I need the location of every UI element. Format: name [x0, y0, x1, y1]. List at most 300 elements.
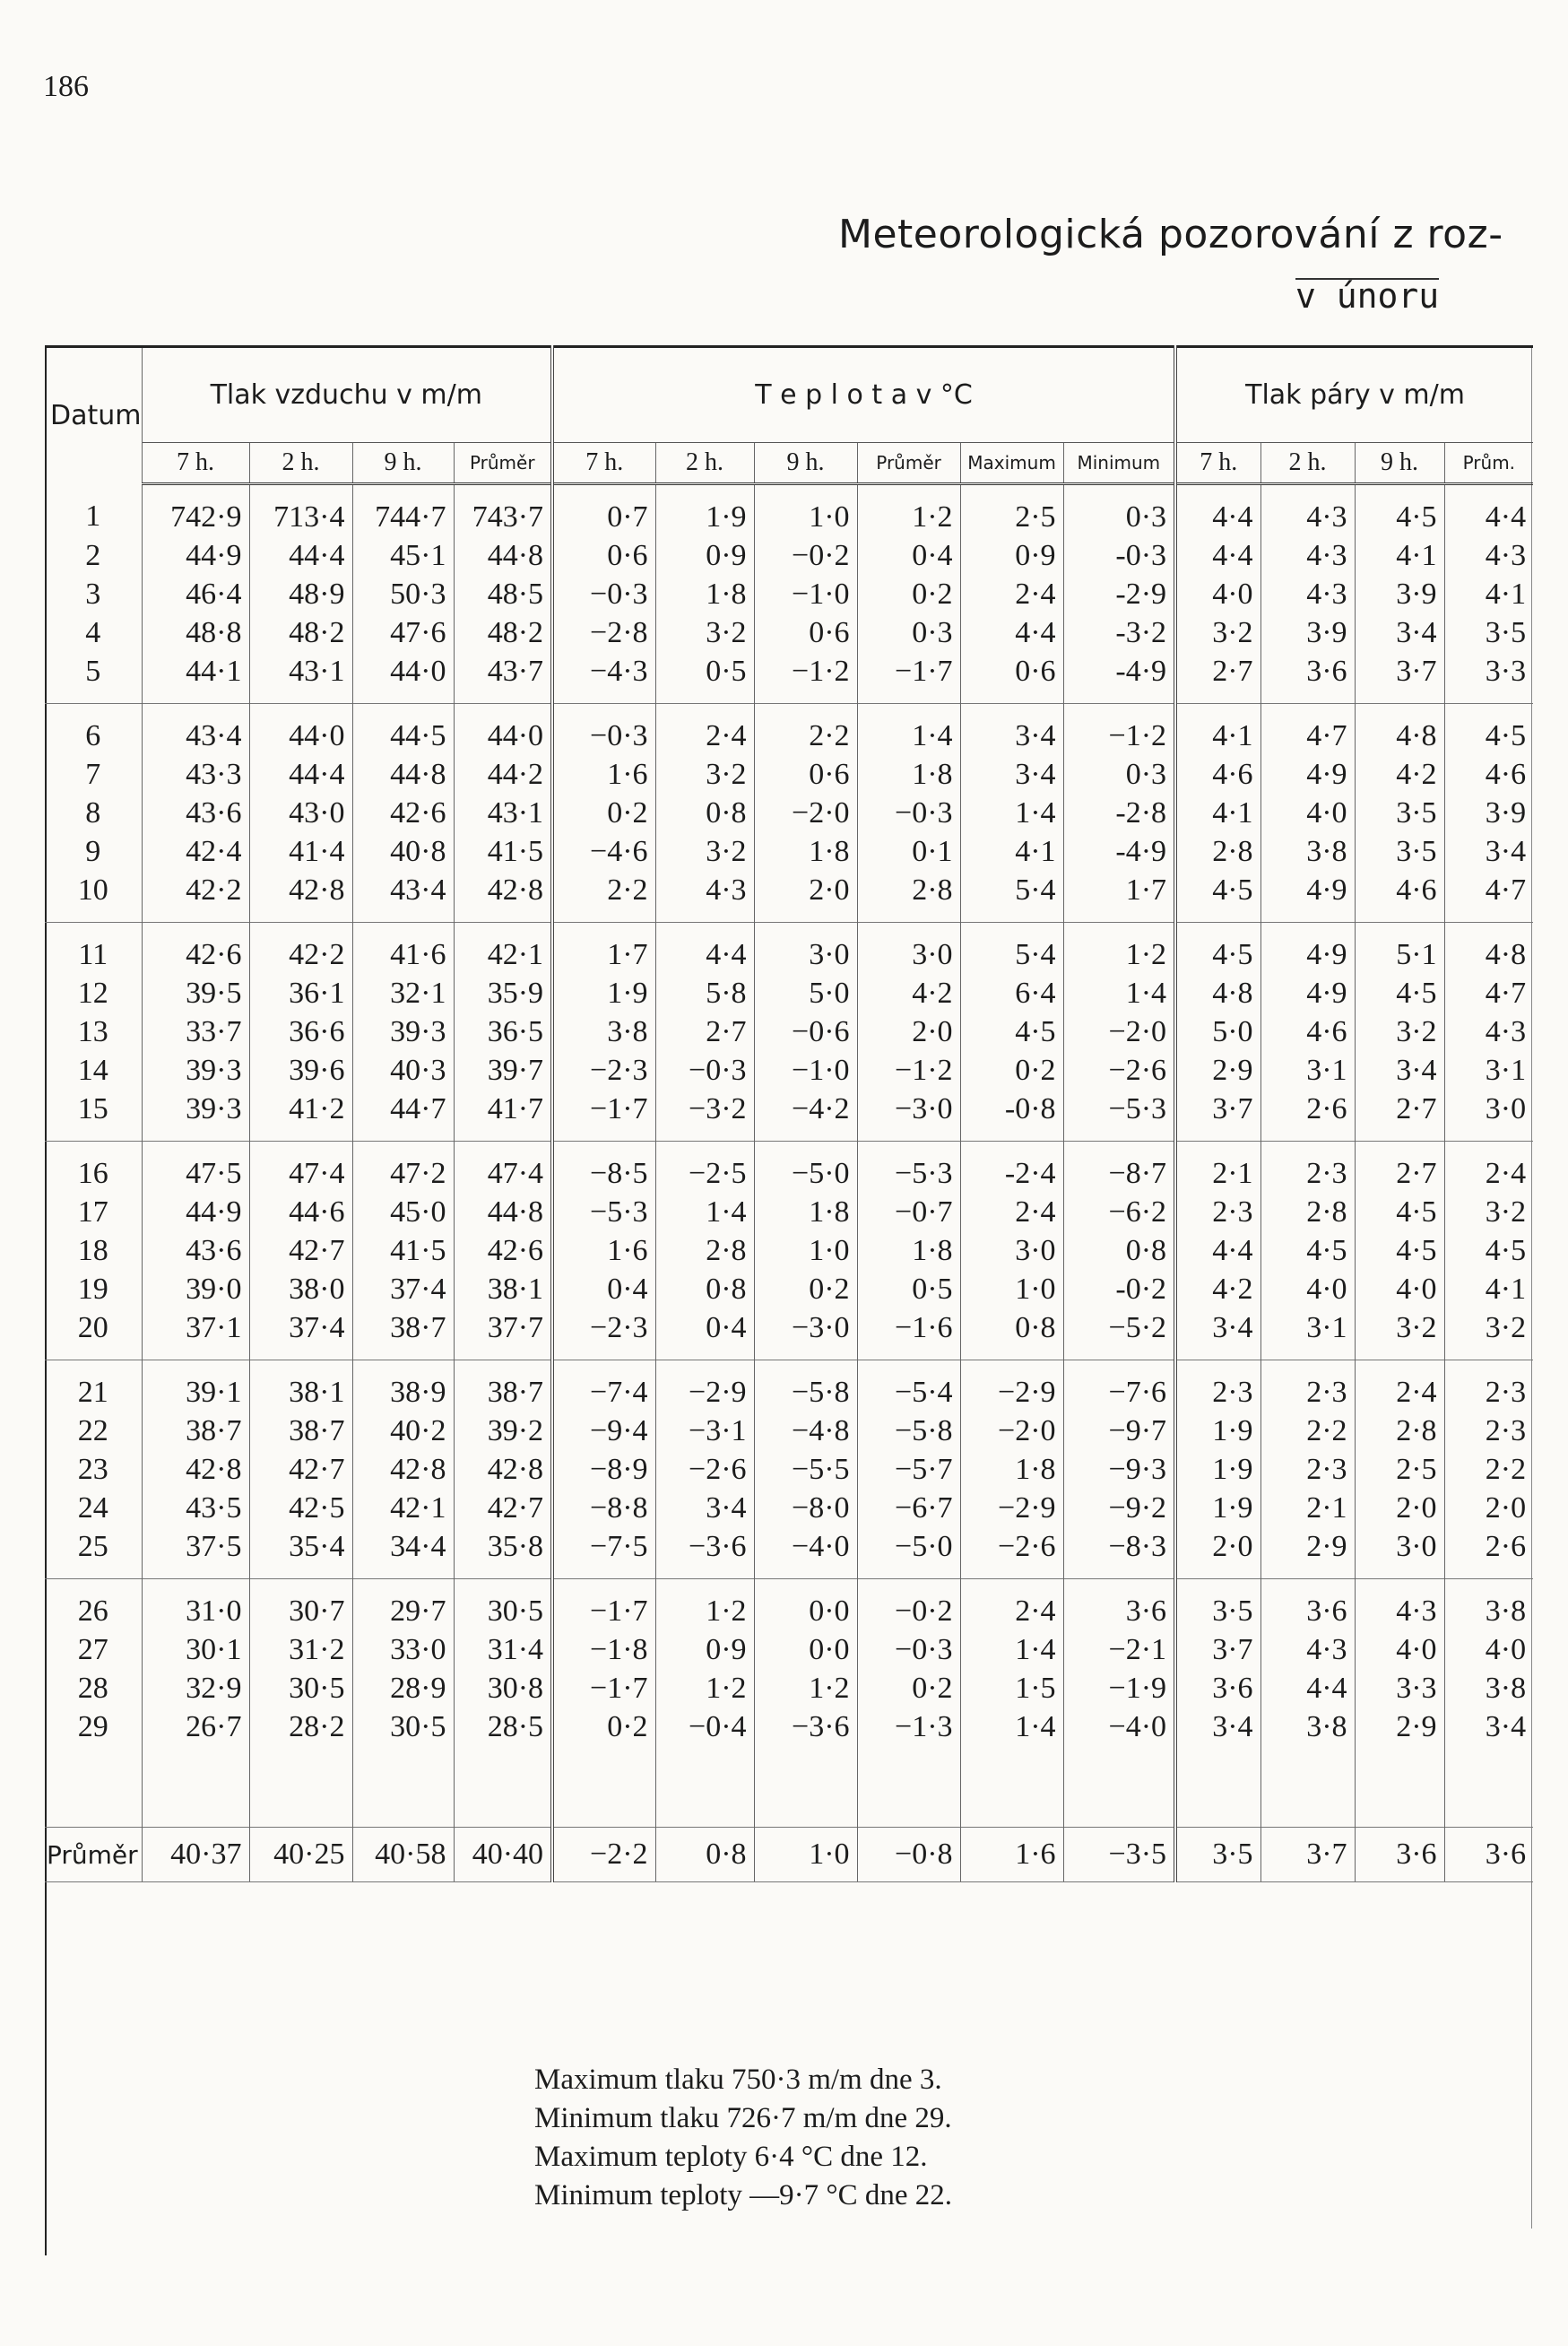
- table-cell: 3·6: [1355, 1828, 1444, 1882]
- table-cell: 0·3: [1063, 484, 1175, 537]
- table-cell: 4·4: [1444, 484, 1533, 537]
- table-cell: 2·2: [552, 871, 655, 923]
- table-cell: 33·0: [352, 1630, 454, 1669]
- table-cell: 3·6: [1175, 1669, 1260, 1707]
- table-cell: 5·8: [655, 974, 754, 1012]
- date-cell: 1: [85, 499, 101, 533]
- date-cell: 6: [85, 718, 101, 752]
- table-cell: 3·8: [1444, 1669, 1533, 1707]
- table-cell: 4·1: [1175, 704, 1260, 756]
- table-cell: 2·5: [1355, 1450, 1444, 1489]
- table-cell: 4·4: [960, 613, 1063, 652]
- table-cell: 3·6: [1260, 1579, 1355, 1631]
- table-cell: 2·3: [1175, 1360, 1260, 1412]
- date-cell: 11: [78, 937, 108, 971]
- table-cell: 4·6: [1175, 755, 1260, 794]
- table-cell: 1·0: [754, 1231, 857, 1270]
- table-cell: 31·4: [454, 1630, 552, 1669]
- table-cell: 43·6: [142, 1231, 249, 1270]
- table-cell: 44·8: [352, 755, 454, 794]
- table-cell: −4·2: [754, 1090, 857, 1142]
- table-cell: 1·8: [655, 575, 754, 613]
- table-row: [45, 1270, 1533, 1308]
- table-cell: 48·2: [454, 613, 552, 652]
- table-cell: 4·5: [1355, 1193, 1444, 1231]
- table-cell: 2·2: [1260, 1412, 1355, 1450]
- row-group: [45, 704, 1533, 923]
- table-cell: 42·8: [352, 1450, 454, 1489]
- date-cell: 19: [77, 1272, 108, 1306]
- col-header: 2 h.: [655, 443, 754, 484]
- table-row: [45, 1142, 1533, 1194]
- table-cell: 2·9: [1260, 1527, 1355, 1579]
- table-cell: 32·1: [352, 974, 454, 1012]
- table-cell: -0·3: [1063, 536, 1175, 575]
- row-group: [45, 923, 1533, 1142]
- table-cell: 48·5: [454, 575, 552, 613]
- table-cell: 47·4: [249, 1142, 352, 1194]
- table-cell: 2·3: [1444, 1412, 1533, 1450]
- table-cell: 4·9: [1260, 871, 1355, 923]
- table-cell: 2·3: [1444, 1360, 1533, 1412]
- table-cell: 2·8: [857, 871, 960, 923]
- table-cell: 3·6: [1260, 652, 1355, 704]
- table-cell: 3·5: [1355, 832, 1444, 871]
- table-cell: −2·3: [552, 1051, 655, 1090]
- table-cell: 4·0: [1260, 794, 1355, 832]
- table-cell: 41·7: [454, 1090, 552, 1142]
- table-cell: −4·3: [552, 652, 655, 704]
- table-cell: 4·0: [1260, 1270, 1355, 1308]
- table-cell: 35·9: [454, 974, 552, 1012]
- table-cell: −5·0: [754, 1142, 857, 1194]
- table-cell: 44·4: [249, 536, 352, 575]
- table-cell: 1·9: [552, 974, 655, 1012]
- table-cell: 3·4: [655, 1489, 754, 1527]
- table-cell: 6·4: [960, 974, 1063, 1012]
- table-cell: 2·3: [1260, 1450, 1355, 1489]
- table-cell: 0·5: [655, 652, 754, 704]
- table-cell: 0·2: [857, 575, 960, 613]
- col-header: 2 h.: [249, 443, 352, 484]
- table-cell: 48·2: [249, 613, 352, 652]
- table-cell: −0·2: [857, 1579, 960, 1631]
- table-row: [45, 755, 1533, 794]
- table-cell: 3·6: [1444, 1828, 1533, 1882]
- table-cell: -4·9: [1063, 652, 1175, 704]
- table-cell: 1·2: [655, 1579, 754, 1631]
- table-cell: 0·6: [754, 755, 857, 794]
- table-cell: −3·0: [754, 1308, 857, 1360]
- table-cell: 38·7: [352, 1308, 454, 1360]
- table-cell: −0·4: [655, 1707, 754, 1828]
- table-cell: 40·58: [352, 1828, 454, 1882]
- table-cell: −5·2: [1063, 1308, 1175, 1360]
- table-cell: 44·0: [249, 704, 352, 756]
- table-cell: 3·4: [960, 755, 1063, 794]
- table-cell: 4·9: [1260, 974, 1355, 1012]
- table-cell: 43·5: [142, 1489, 249, 1527]
- table-cell: −1·2: [1063, 704, 1175, 756]
- table-cell: 28·2: [249, 1707, 352, 1828]
- table-cell: 5·4: [960, 923, 1063, 975]
- table-cell: −2·6: [960, 1527, 1063, 1579]
- table-cell: 3·7: [1175, 1090, 1260, 1142]
- table-cell: 0·9: [655, 1630, 754, 1669]
- table-cell: 4·6: [1260, 1012, 1355, 1051]
- table-cell: −1·0: [754, 1051, 857, 1090]
- table-cell: 41·2: [249, 1090, 352, 1142]
- average-row-group: [45, 1828, 1533, 1882]
- table-cell: 1·8: [754, 832, 857, 871]
- table-cell: 4·8: [1355, 704, 1444, 756]
- table-cell: 3·2: [1355, 1308, 1444, 1360]
- table-row: [45, 1489, 1533, 1527]
- table-row: [45, 1669, 1533, 1707]
- table-cell: 39·2: [454, 1412, 552, 1450]
- datum-header: Datum: [45, 347, 142, 484]
- col-header: Průměr: [454, 443, 552, 484]
- table-cell: 38·7: [249, 1412, 352, 1450]
- table-cell: 30·5: [454, 1579, 552, 1631]
- table-cell: −2·6: [1063, 1051, 1175, 1090]
- table-cell: 0·6: [960, 652, 1063, 704]
- table-cell: −1·2: [754, 652, 857, 704]
- table-cell: 4·5: [1355, 1231, 1444, 1270]
- table-row: [45, 974, 1533, 1012]
- table-cell: 4·9: [1260, 755, 1355, 794]
- table-row: [45, 536, 1533, 575]
- table-cell: −5·0: [857, 1527, 960, 1579]
- table-cell: 44·8: [454, 1193, 552, 1231]
- table-cell: 47·4: [454, 1142, 552, 1194]
- table-cell: 3·7: [1355, 652, 1444, 704]
- table-cell: 42·7: [249, 1231, 352, 1270]
- table-cell: 40·25: [249, 1828, 352, 1882]
- table-cell: −5·4: [857, 1360, 960, 1412]
- table-cell: 39·3: [142, 1051, 249, 1090]
- table-cell: 36·6: [249, 1012, 352, 1051]
- table-cell: 744·7: [352, 484, 454, 537]
- table-cell: 0·0: [754, 1630, 857, 1669]
- table-cell: 743·7: [454, 484, 552, 537]
- date-cell: 29: [77, 1709, 108, 1743]
- temperature-group-header: T e p l o t a v °C: [552, 347, 1175, 443]
- table-cell: 44·9: [142, 1193, 249, 1231]
- table-cell: 44·7: [352, 1090, 454, 1142]
- table-cell: 3·8: [1444, 1579, 1533, 1631]
- table-cell: 4·7: [1260, 704, 1355, 756]
- date-cell: 12: [77, 976, 108, 1010]
- table-cell: 29·7: [352, 1579, 454, 1631]
- date-cell: 3: [85, 577, 101, 611]
- table-cell: 2·7: [1355, 1142, 1444, 1194]
- table-cell: −1·7: [552, 1090, 655, 1142]
- table-cell: 4·1: [1175, 794, 1260, 832]
- table-row: [45, 832, 1533, 871]
- table-cell: 0·3: [1063, 755, 1175, 794]
- col-header: 9 h.: [1355, 443, 1444, 484]
- table-cell: 38·7: [142, 1412, 249, 1450]
- table-cell: 48·9: [249, 575, 352, 613]
- date-cell: 14: [77, 1053, 108, 1087]
- table-cell: 30·1: [142, 1630, 249, 1669]
- table-cell: 1·7: [1063, 871, 1175, 923]
- table-cell: 1·4: [1063, 974, 1175, 1012]
- table-cell: 36·5: [454, 1012, 552, 1051]
- table-cell: 1·2: [1063, 923, 1175, 975]
- table-cell: 1·9: [1175, 1489, 1260, 1527]
- table-cell: 713·4: [249, 484, 352, 537]
- col-header: Minimum: [1063, 443, 1175, 484]
- table-cell: 34·4: [352, 1527, 454, 1579]
- table-cell: 1·8: [754, 1193, 857, 1231]
- table-cell: 3·4: [1175, 1308, 1260, 1360]
- table-row: [45, 1579, 1533, 1631]
- table-cell: 4·3: [1260, 575, 1355, 613]
- table-cell: −3·6: [754, 1707, 857, 1828]
- table-cell: 2·4: [960, 1193, 1063, 1231]
- table-cell: 4·1: [960, 832, 1063, 871]
- table-cell: 45·0: [352, 1193, 454, 1231]
- table-cell: 4·6: [1355, 871, 1444, 923]
- table-cell: −1·8: [552, 1630, 655, 1669]
- table-cell: 26·7: [142, 1707, 249, 1828]
- col-header: Maximum: [960, 443, 1063, 484]
- table-cell: 5·0: [754, 974, 857, 1012]
- table-cell: −3·6: [655, 1527, 754, 1579]
- table-cell: 0·9: [960, 536, 1063, 575]
- table-cell: 2·1: [1175, 1142, 1260, 1194]
- table-cell: 4·1: [1444, 575, 1533, 613]
- table-cell: 2·8: [655, 1231, 754, 1270]
- table-cell: −1·9: [1063, 1669, 1175, 1707]
- table-cell: 4·5: [1355, 974, 1444, 1012]
- table-cell: −1·3: [857, 1707, 960, 1828]
- table-cell: 42·7: [249, 1450, 352, 1489]
- table-cell: 2·7: [655, 1012, 754, 1051]
- table-cell: 2·0: [754, 871, 857, 923]
- table-cell: 4·4: [1175, 1231, 1260, 1270]
- table-cell: −8·5: [552, 1142, 655, 1194]
- table-cell: 1·9: [655, 484, 754, 537]
- table-cell: 0·4: [655, 1308, 754, 1360]
- table-cell: 3·4: [1355, 1051, 1444, 1090]
- table-cell: 38·7: [454, 1360, 552, 1412]
- table-cell: 1·0: [754, 484, 857, 537]
- table-cell: 3·4: [1355, 613, 1444, 652]
- table-cell: 41·6: [352, 923, 454, 975]
- table-cell: 2·3: [1260, 1142, 1355, 1194]
- table-cell: 42·1: [352, 1489, 454, 1527]
- table-cell: −8·8: [552, 1489, 655, 1527]
- table-cell: 2·4: [960, 1579, 1063, 1631]
- date-cell: 26: [77, 1594, 108, 1628]
- table-cell: −5·8: [754, 1360, 857, 1412]
- table-cell: −1·0: [754, 575, 857, 613]
- table-cell: 2·2: [1444, 1450, 1533, 1489]
- table-cell: −1·7: [857, 652, 960, 704]
- table-cell: 1·7: [552, 923, 655, 975]
- table-cell: 3·4: [1444, 1707, 1533, 1828]
- table-cell: 4·8: [1444, 923, 1533, 975]
- table-row: [45, 1193, 1533, 1231]
- table-cell: 3·1: [1444, 1051, 1533, 1090]
- table-cell: 4·4: [1260, 1669, 1355, 1707]
- average-row: [45, 1828, 1533, 1882]
- note-line: Minimum tlaku 726·7 m/m dne 29.: [534, 2102, 952, 2134]
- date-cell: 4: [85, 615, 101, 649]
- table-cell: 4·5: [1260, 1231, 1355, 1270]
- table-cell: 2·8: [1355, 1412, 1444, 1450]
- table-cell: 32·9: [142, 1669, 249, 1707]
- table-cell: −5·3: [1063, 1090, 1175, 1142]
- table-cell: 42·4: [142, 832, 249, 871]
- table-cell: 3·1: [1260, 1308, 1355, 1360]
- table-cell: -2·4: [960, 1142, 1063, 1194]
- table-cell: −2·6: [655, 1450, 754, 1489]
- table-cell: 38·1: [454, 1270, 552, 1308]
- table-cell: 1·6: [960, 1828, 1063, 1882]
- table-cell: 42·8: [142, 1450, 249, 1489]
- table-cell: −3·5: [1063, 1828, 1175, 1882]
- table-cell: 0·2: [552, 794, 655, 832]
- table-cell: 4·5: [1444, 704, 1533, 756]
- table-cell: −9·2: [1063, 1489, 1175, 1527]
- table-cell: 42·2: [249, 923, 352, 975]
- table-cell: 5·4: [960, 871, 1063, 923]
- table-cell: 3·4: [1444, 832, 1533, 871]
- table-cell: −5·5: [754, 1450, 857, 1489]
- table-cell: −0·3: [552, 704, 655, 756]
- table-cell: 3·4: [960, 704, 1063, 756]
- table-cell: 1·6: [552, 1231, 655, 1270]
- date-cell: 8: [85, 795, 101, 830]
- table-cell: −0·8: [857, 1828, 960, 1882]
- table-cell: 742·9: [142, 484, 249, 537]
- table-cell: −2·0: [960, 1412, 1063, 1450]
- table-row: [45, 1527, 1533, 1579]
- table-cell: -4·9: [1063, 832, 1175, 871]
- table-cell: 1·0: [754, 1828, 857, 1882]
- table-cell: 28·5: [454, 1707, 552, 1828]
- table-cell: 4·0: [1444, 1630, 1533, 1669]
- table-cell: 5·1: [1355, 923, 1444, 975]
- table-cell: −5·8: [857, 1412, 960, 1450]
- table-row: [45, 1308, 1533, 1360]
- table-cell: 40·3: [352, 1051, 454, 1090]
- table-cell: 3·5: [1355, 794, 1444, 832]
- table-cell: 42·7: [454, 1489, 552, 1527]
- table-row: [45, 484, 1533, 537]
- date-cell: 24: [77, 1490, 108, 1525]
- table-cell: 4·0: [1355, 1630, 1444, 1669]
- table-cell: 2·7: [1175, 652, 1260, 704]
- col-header: 7 h.: [1175, 443, 1260, 484]
- table-cell: 3·2: [655, 755, 754, 794]
- table-cell: 0·5: [857, 1270, 960, 1308]
- table-cell: −4·0: [754, 1527, 857, 1579]
- table-row: [45, 704, 1533, 756]
- table-cell: 3·2: [1355, 1012, 1444, 1051]
- table-cell: −2·3: [552, 1308, 655, 1360]
- table-cell: 2·4: [655, 704, 754, 756]
- table-cell: 44·0: [454, 704, 552, 756]
- date-cell: 13: [77, 1014, 108, 1048]
- table-cell: −2·0: [1063, 1012, 1175, 1051]
- table-cell: 4·4: [1175, 536, 1260, 575]
- date-cell: 23: [77, 1452, 108, 1486]
- table-cell: 42·2: [142, 871, 249, 923]
- table-cell: 3·9: [1260, 613, 1355, 652]
- table-cell: 2·0: [1355, 1489, 1444, 1527]
- table-row: [45, 1630, 1533, 1669]
- table-cell: −3·0: [857, 1090, 960, 1142]
- col-header: 7 h.: [552, 443, 655, 484]
- table-cell: 0·3: [857, 613, 960, 652]
- table-cell: 4·5: [1355, 484, 1444, 537]
- table-cell: 41·4: [249, 832, 352, 871]
- table-cell: 37·7: [454, 1308, 552, 1360]
- table-cell: 4·4: [655, 923, 754, 975]
- table-cell: 1·9: [1175, 1450, 1260, 1489]
- table-cell: 3·6: [1063, 1579, 1175, 1631]
- table-cell: −9·7: [1063, 1412, 1175, 1450]
- table-cell: 3·5: [1444, 613, 1533, 652]
- table-cell: 2·8: [1260, 1193, 1355, 1231]
- table-cell: 39·3: [142, 1090, 249, 1142]
- col-header: Prům.: [1444, 443, 1533, 484]
- table-cell: 0·7: [552, 484, 655, 537]
- table-cell: 3·2: [1444, 1193, 1533, 1231]
- date-cell: 28: [77, 1671, 108, 1705]
- date-cell: 25: [77, 1529, 108, 1563]
- table-cell: 42·8: [249, 871, 352, 923]
- table-cell: 2·3: [1175, 1193, 1260, 1231]
- table-cell: 43·3: [142, 755, 249, 794]
- note-line: Maximum tlaku 750·3 m/m dne 3.: [534, 2064, 942, 2096]
- table-cell: 3·0: [754, 923, 857, 975]
- table-cell: 35·8: [454, 1527, 552, 1579]
- table-cell: −0·6: [754, 1012, 857, 1051]
- table-cell: 44·1: [142, 652, 249, 704]
- date-cell: 16: [77, 1156, 108, 1190]
- page-number: 186: [43, 70, 89, 103]
- table-cell: 2·1: [1260, 1489, 1355, 1527]
- table-cell: 40·2: [352, 1412, 454, 1450]
- table-cell: 44·5: [352, 704, 454, 756]
- table-cell: 3·9: [1444, 794, 1533, 832]
- table-cell: 2·0: [1175, 1527, 1260, 1579]
- table-cell: −2·8: [552, 613, 655, 652]
- table-cell: 44·2: [454, 755, 552, 794]
- table-cell: 42·1: [454, 923, 552, 975]
- pressure-group-header: Tlak vzduchu v m/m: [142, 347, 552, 443]
- table-cell: 43·0: [249, 794, 352, 832]
- table-cell: 0·2: [754, 1270, 857, 1308]
- table-cell: 3·2: [1175, 613, 1260, 652]
- table-cell: 3·7: [1260, 1828, 1355, 1882]
- table-cell: 2·6: [1260, 1090, 1355, 1142]
- table-cell: 3·8: [1260, 832, 1355, 871]
- table-cell: 0·4: [552, 1270, 655, 1308]
- note-line: Minimum teploty —9·7 °C dne 22.: [534, 2179, 953, 2211]
- table-cell: -2·8: [1063, 794, 1175, 832]
- table-cell: 4·5: [1175, 871, 1260, 923]
- table-cell: 1·4: [960, 794, 1063, 832]
- table-cell: 37·1: [142, 1308, 249, 1360]
- table-cell: 3·3: [1355, 1669, 1444, 1707]
